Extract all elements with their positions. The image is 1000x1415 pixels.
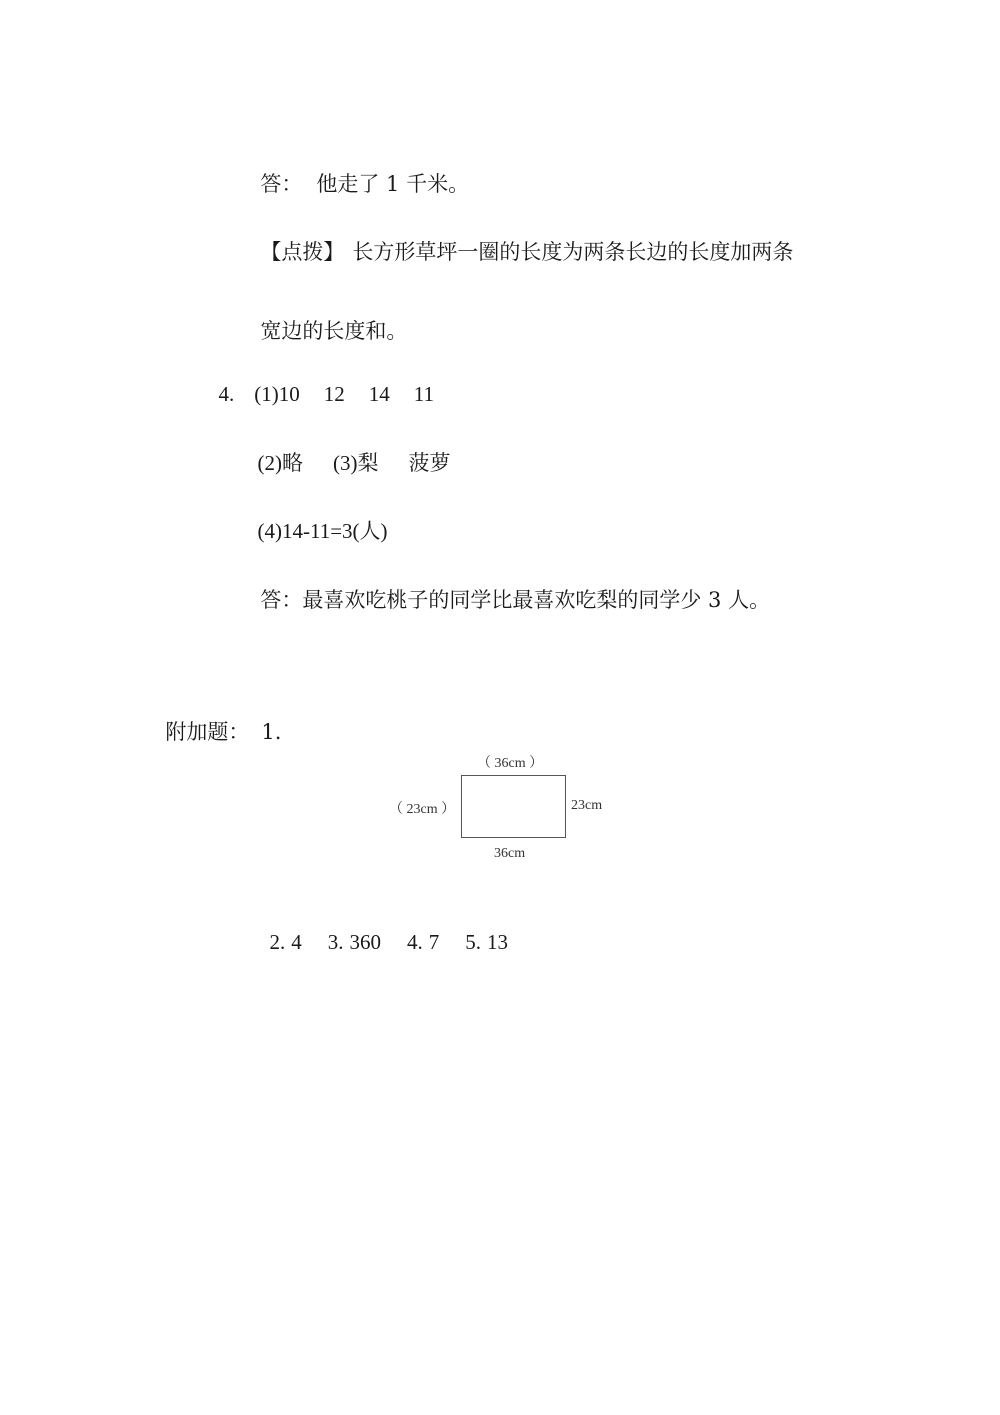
bonus-answer-number: 4. [407,930,423,954]
q4-part3-value: 梨 [357,451,379,475]
rectangle-shape [461,775,566,838]
diagram-right-label: 23cm [571,798,603,813]
q4-part2-label: (2) [257,451,282,475]
bonus-answer-value: 4 [291,930,302,954]
q4-number: 4. [218,382,235,406]
answer-text: 他走了 1 千米。 [316,172,470,196]
bonus-heading [152,693,281,745]
q4-part2-3 [247,424,451,476]
tip-line-2 [247,292,407,344]
q4-value: 11 [413,382,434,406]
bonus-answer-value: 13 [487,930,508,954]
q4-part3-value: 菠萝 [408,451,451,475]
tip-text-2: 宽边的长度和。 [260,319,408,343]
answer-label: 答： [260,172,303,196]
q4-part3-label: (3) [333,451,358,475]
answer-line [247,145,469,197]
q4-part2-value: 略 [282,451,303,475]
bonus-q1-number: 1. [261,720,282,744]
bonus-answer-number: 5. [465,930,481,954]
q4-value: 14 [368,382,390,406]
tip-line-1 [247,213,793,265]
bonus-title: 附加题： [165,720,250,744]
diagram-top-label: （ 36cm ） [477,756,544,771]
q4-answer-text: 答：最喜欢吃桃子的同学比最喜欢吃梨的同学少 3 人。 [260,588,771,612]
tip-text-1: 长方形草坪一圈的长度为两条长边的长度加两条 [352,240,794,264]
bonus-answer-value: 360 [349,930,381,954]
bonus-answer-value: 7 [428,930,440,954]
q4-part1-label: (1) [254,382,279,406]
bonus-answer-number: 3. [327,930,344,954]
q4-part4 [247,492,388,544]
q4-value: 12 [323,382,345,406]
bonus-answer-number: 2. [269,930,286,954]
q4-part4-text: (4)14-11=3(人) [257,519,388,543]
bonus-answers [259,903,508,955]
diagram-left-label: （ 23cm ） [389,802,456,817]
diagram-bottom-label: 36cm [494,846,526,861]
q4-part1 [208,355,434,407]
tip-label: 【点拨】 [260,240,345,264]
q4-value: 10 [278,382,300,406]
q4-answer [247,561,770,613]
